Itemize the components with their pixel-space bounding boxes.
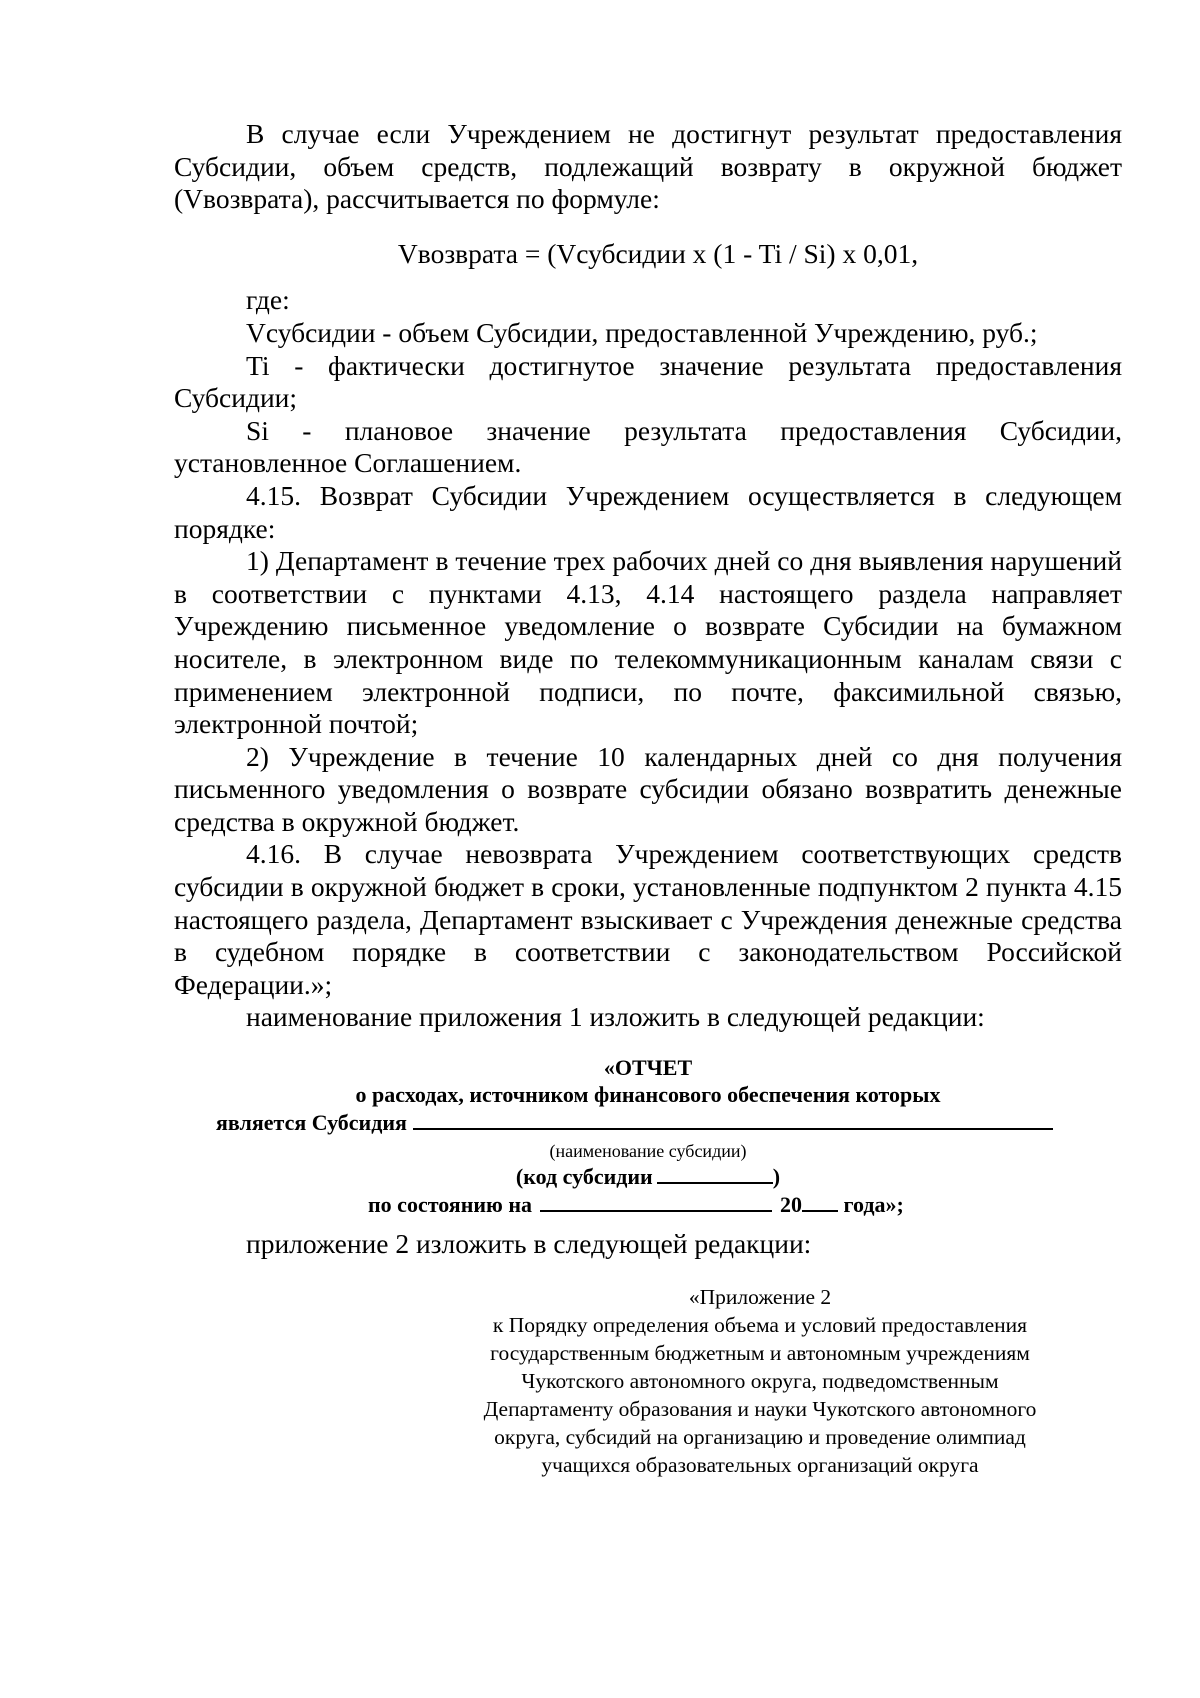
appendix-line: округа, субсидий на организацию и проведение олимпиад (494, 1424, 1026, 1449)
report-code-close: ) (772, 1164, 781, 1190)
report-title: «ОТЧЕТ (603, 1055, 693, 1081)
report-year-suffix: года»; (843, 1192, 904, 1218)
report-code-label: (код субсидии (515, 1164, 653, 1190)
report-subtitle: о расходах, источником финансового обеспечения которых (355, 1082, 941, 1108)
appendix-1-intro: наименование приложения 1 изложить в следующей редакции: (246, 1001, 985, 1033)
appendix-2-header (446, 1283, 1074, 1479)
report-subsidy-caption: (наименование субсидии) (549, 1141, 747, 1162)
appendix-line: Чукотского автономного округа, подведомственным (521, 1368, 999, 1393)
report-year-prefix: 20 (780, 1192, 803, 1218)
definition-where: где: (246, 284, 290, 316)
appendix-2-intro: приложение 2 изложить в следующей редакции: (246, 1228, 812, 1260)
appendix-line: «Приложение 2 (688, 1284, 832, 1309)
paragraph-return-condition: В случае если Учреждением не достигнут результат предоставления Субсидии, объем средств, подлежащий возврату в окружной бюджет (Vвозврата), рассчитывается по формуле: (174, 118, 1122, 215)
report-subsidy-line (216, 1108, 1053, 1136)
report-code-line (174, 1162, 1122, 1190)
report-date-label: по состоянию на (368, 1192, 533, 1218)
document-body (174, 118, 1122, 1479)
clause-4-15-item-2: 2) Учреждение в течение 10 календарных дней со дня получения письменного уведомления о возврате субсидии обязано возвратить денежные средства в окружной бюджет. (174, 740, 1122, 837)
appendix-line: Департаменту образования и науки Чукотского автономного (483, 1396, 1037, 1421)
appendix-line: к Порядку определения объема и условий предоставления (492, 1312, 1028, 1337)
year-blank (802, 1190, 838, 1212)
report-subsidy-label: является Субсидия (216, 1110, 407, 1136)
definitions-block (174, 284, 1122, 1034)
date-blank (540, 1190, 772, 1212)
clause-4-16: 4.16. В случае невозврата Учреждением соответствующих средств субсидии в окружной бюджет в сроки, установленные подпунктом 2 пункта 4.15 настоящего раздела, Департамент взыскивает с Учреждения денежные средства в судебном порядке в соответствии с законодательством Российской Федерации.»; (174, 838, 1122, 1000)
subsidy-name-blank (413, 1108, 1053, 1130)
appendix-line: государственным бюджетным и автономным учреждениям (490, 1340, 1030, 1365)
report-form-heading (174, 1054, 1122, 1226)
report-date-line (368, 1190, 904, 1218)
clause-4-15: 4.15. Возврат Субсидии Учреждением осуществляется в следующем порядке: (174, 479, 1122, 544)
subsidy-code-blank (657, 1162, 773, 1184)
definition-ti: Ti - фактически достигнутое значение результата предоставления Субсидии; (174, 349, 1122, 414)
appendix-line: учащихся образовательных организаций округа (541, 1452, 979, 1477)
return-formula: Vвозврата = (Vсубсидии x (1 - Ti / Si) x 0,01, (397, 237, 919, 269)
clause-4-15-item-1: 1) Департамент в течение трех рабочих дней со дня выявления нарушений в соответствии с пунктами 4.13, 4.14 настоящего раздела направляет Учреждению письменное уведомление о возврате Субсидии на бумажном носителе, в электронном виде по телекоммуникационным каналам связи с применением электронной подписи, по почте, факсимильной связью, электронной почтой; (174, 545, 1122, 740)
definition-si: Si - плановое значение результата предоставления Субсидии, установленное Соглашением. (174, 414, 1122, 479)
definition-vsubsidy: Vсубсидии - объем Субсидии, предоставленной Учреждению, руб.; (246, 316, 1038, 348)
